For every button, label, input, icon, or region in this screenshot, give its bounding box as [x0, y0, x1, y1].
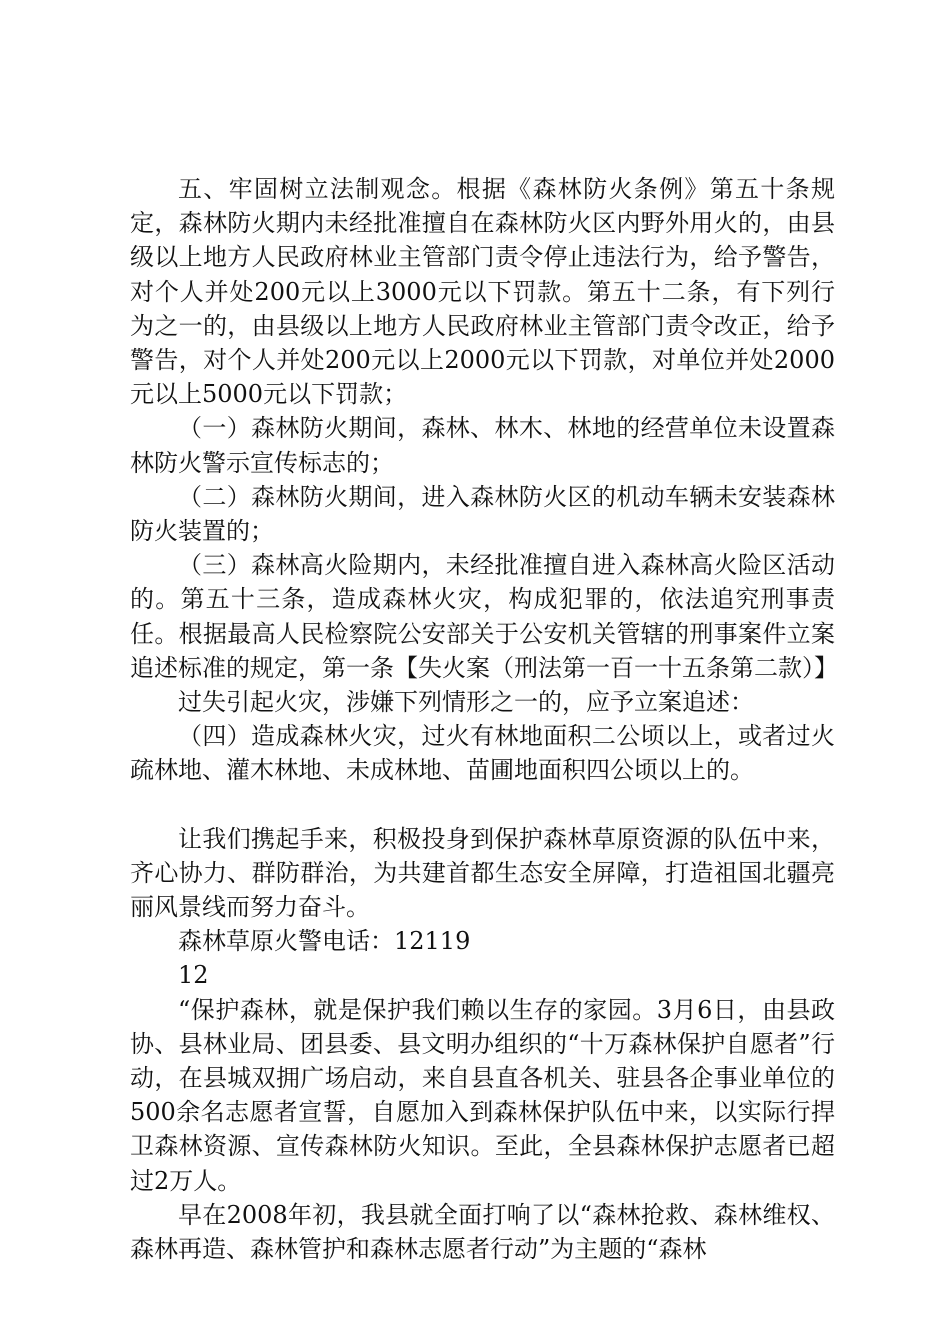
paragraph-legal-concept: 五、牢固树立法制观念。根据《森林防火条例》第五十条规定，森林防火期内未经批准擅自在森林防火区内野外用火的，由县级以上地方人民政府林业主管部门责令停止违法行为，给予警告，对个人并处200元以上3000元以下罚款。第五十二条，有下列行为之一的，由县级以上地方人民政府林业主管部门责令改正，给予警告，对个人并处200元以上2000元以下罚款，对单位并处2000元以上5000元以下罚款；: [130, 175, 835, 409]
paragraph-negligence: 过失引起火灾，涉嫌下列情形之一的，应予立案追述：: [178, 688, 754, 717]
paragraph-campaign-history: 早在2008年初，我县就全面打响了以“森林抢救、森林维权、森林再造、森林管护和森林志愿者行动”为主题的“森林: [130, 1200, 835, 1264]
paragraph-item-3: （三）森林高火险期内，未经批准擅自进入森林高火险区活动的。第五十三条，造成森林火灾，构成犯罪的，依法追究刑事责任。根据最高人民检察院公安部关于公安机关管辖的刑事案件立案追述标准的规定，第一条【失火案（刑法第一百一十五条第二款）】: [130, 551, 838, 682]
paragraph-item-1: （一）森林防火期间，森林、林木、林地的经营单位未设置森林防火警示宣传标志的；: [130, 414, 835, 477]
paragraph-fire-hotline: 森林草原火警电话：12119: [178, 927, 471, 956]
paragraph-volunteer-news: “保护森林，就是保护我们赖以生存的家园。3月6日，由县政协、县林业局、团县委、县文明办组织的“十万森林保护自愿者”行动，在县城双拥广场启动，来自县直各机关、驻县各企事业单位的500余名志愿者宣誓，自愿加入到森林保护队伍中来，以实际行捍卫森林资源、宣传森林防火知识。至此，全县森林保护志愿者已超过2万人。: [130, 995, 835, 1195]
paragraph-call-to-action: 让我们携起手来，积极投身到保护森林草原资源的队伍中来，齐心协力、群防群治，为共建首都生态安全屏障，打造祖国北疆亮丽风景线而努力奋斗。: [130, 824, 835, 922]
paragraph-section-number: 12: [178, 961, 209, 990]
document-body: [130, 172, 838, 1266]
paragraph-gap: [130, 788, 835, 822]
paragraph-item-4: （四）造成森林火灾，过火有林地面积二公顷以上，或者过火疏林地、灌木林地、未成林地、苗圃地面积四公顷以上的。: [130, 722, 835, 785]
paragraph-item-2: （二）森林防火期间，进入森林防火区的机动车辆未安装森林防火装置的；: [130, 482, 835, 546]
